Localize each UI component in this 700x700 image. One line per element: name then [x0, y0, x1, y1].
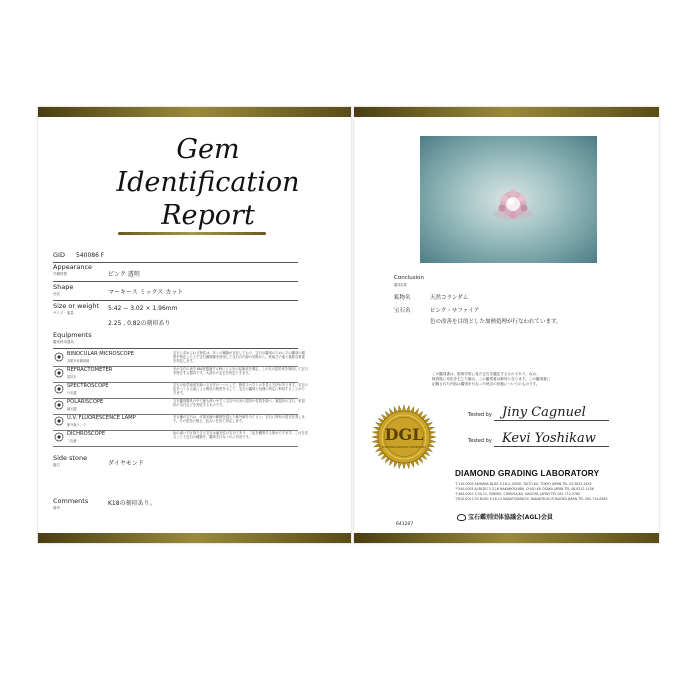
bottom-gold-bar [38, 533, 351, 543]
seal-monogram: DGL [384, 425, 424, 444]
top-gold-bar [354, 107, 659, 117]
equipment-row [53, 350, 305, 367]
signature-2: Kevi Yoshikaw [502, 431, 596, 446]
tested-by-label-2: Tested by [468, 438, 492, 444]
size-label: Size or weight [53, 302, 100, 310]
equipment-name-jp: 二色鏡 [67, 439, 77, 443]
title-underline [118, 232, 266, 235]
size-value: 5.42 − 3.02 × 1.96mm [108, 305, 178, 312]
divider [53, 281, 298, 282]
equipment-icon [54, 384, 64, 394]
report-title [108, 133, 308, 232]
association-text: 宝石鑑別団体協議会(AGL)会員 [468, 514, 553, 521]
equipment-icon [54, 352, 64, 362]
equipment-name-jp: 紫外線ランプ [67, 423, 87, 427]
address-1: 〒110-0005 AKIHABA BLDG 5-18-2, UENO, TAITO-KU, TOKYO JAPAN TEL 03-3832-2432 [455, 482, 592, 486]
equipments-sub: 鑑別使用器具 [53, 340, 74, 344]
ring-image [420, 136, 597, 263]
comments-sub: 備考 [53, 506, 60, 510]
address-2: 〒540-0001 AJ BLDG 3-3-16 NAKAMOCHIBA, CHUO-KU OSAKA JAPAN TEL 06-6212-1436 [455, 487, 594, 491]
side-stone-label: Side stone [53, 454, 88, 462]
title-line-2: Identification [116, 167, 300, 198]
right-page [354, 107, 659, 543]
gem-value: ピンク・サファイア [430, 308, 480, 314]
comments-value: K18の刻印あり。 [108, 500, 156, 507]
tested-by-label-1: Tested by [468, 412, 492, 418]
gid-label: GID [53, 251, 65, 259]
lab-name: DIAMOND GRADING LABORATORY [455, 469, 600, 478]
equipment-icon [54, 368, 64, 378]
equipment-name-jp: 双眼実体顕微鏡 [67, 359, 90, 363]
disclaimer-line-2: 検査後に変化を生じた場合、この鑑別書は無効となります。この鑑別書に [432, 377, 551, 381]
gid-value: 540086 F [76, 252, 105, 259]
equipment-row [53, 430, 308, 447]
shape-label: Shape [53, 283, 74, 291]
appearance-label: Appearance [53, 263, 93, 271]
equipment-row [53, 382, 308, 399]
equipment-name-jp: 分光器 [67, 391, 77, 395]
equipment-name-jp: 偏光器 [67, 407, 77, 411]
mineral-label: 鉱物名 [394, 295, 411, 301]
mineral-value: 天然コランダム [430, 295, 469, 301]
top-gold-bar [38, 107, 351, 117]
equipment-name-jp: 屈折計 [67, 375, 77, 379]
title-line-3: Report [161, 200, 255, 231]
gem-label: 宝石名 [394, 308, 411, 314]
equipment-name: BINOCULAR MICROSCOPE [67, 351, 135, 357]
conclusion-sub: 鑑別結果 [394, 283, 407, 287]
equipment-row [53, 414, 305, 431]
disclaimer-line-1: この鑑別書は、鉱物学的に見た宝石を鑑定するものであり、なお、 [432, 372, 540, 376]
title-line-1: Gem [176, 134, 240, 165]
certificate-number: 641207 [396, 522, 414, 527]
equipment-icon [54, 416, 64, 426]
bottom-gold-bar [354, 533, 659, 543]
equipment-icon [54, 432, 64, 442]
address-4: 〒810-0011 SS BLDG 3-16-14 NANATSUMACHI, NAKAKTA-KU FUKUOKA JAPAN TEL 092-714-6385 [455, 497, 608, 501]
equipment-row [53, 398, 305, 415]
equipments-table [53, 348, 298, 349]
dgl-gold-seal [371, 404, 437, 470]
side-stone-sub: 脇石 [53, 463, 60, 467]
seal-icon [371, 404, 437, 470]
equipment-name: REFRACTOMETER [67, 367, 113, 373]
disclaimer-line-3: 記載された内容は鑑別を行なった時点の状態についてのものです。 [432, 382, 540, 386]
equipment-description: 宝石鑑別器具の中で最も使いやすく宝石中の光の屈折の性質を調べ、複屈折の宝石、単屈折の宝石などを判定するものです。 [173, 399, 305, 407]
equipment-description: 色の違いで区別できる宝石は偏光性の宝石であり、二色を観察する事ができます。これを見ることで宝石の種類を、鑑別を行なうのに有効です。 [173, 431, 308, 439]
agl-association [457, 512, 553, 521]
signature-line-2 [494, 446, 609, 447]
shape-sub: 形状 [53, 292, 60, 296]
size-value-2: 2.25 , 0.82の刻印あり [108, 320, 171, 327]
equipment-description: ある種の宝石は、可視光線の範囲を超えた紫外線を当てると、宝石に特有の蛍光を発します。その蛍光の強さ、色合いを見て判定します。 [173, 415, 305, 423]
equipment-name: SPECTROSCOPE [67, 383, 109, 389]
agl-logo-icon [457, 514, 466, 521]
left-page [38, 107, 351, 543]
equipment-description: 宝石に求められる特性は、多くの種類が存在しており、宝石の鑑別のためにその構造の観察を特定した上で宝石顕微鏡を使用して宝石の内部の状態から、産地その他と重要な要素を判定します。 [173, 351, 305, 363]
conclusion-label: Conclusion [394, 275, 424, 281]
appearance-sub: 外観特徴 [53, 272, 67, 276]
equipments-label: Equipments [53, 331, 92, 339]
signature-1: Jiny Cagnuel [502, 405, 586, 420]
address-3: 〒464-0001 3-30-12, ISHIKKE, CHIKUSA-KU, NAGOYA, JAPAN TEL 052-712-0780 [455, 492, 581, 496]
equipment-name: POLARISCOPE [67, 399, 104, 405]
equipment-name: U.V. FLUORESCENCE LAMP [67, 415, 136, 421]
appearance-value: ピンク 透明 [108, 271, 140, 278]
comments-label: Comments [53, 497, 89, 505]
equipment-description: 光が宝石の表を180度通過する時に入る光の屈曲率を測定、この光の屈折率を利用して宝石を特定する器具です。大部分の宝石を判定できます。 [173, 367, 308, 375]
size-sub: サイズ・重量 [53, 311, 74, 315]
equipment-description: 宝石の化学組成を調べる方法の一つとして、吸収スペクトルを見る方法があります。宝石の色をつくる元素による吸収の程度を示して、宝石の鑑別と処理の判定に利用することができます。 [173, 383, 308, 395]
shape-value: マーキース ミックス カット [108, 289, 184, 296]
side-stone-value: ダイヤモンド [108, 460, 144, 467]
divider [53, 300, 298, 301]
equipment-row [53, 366, 308, 383]
treatment-note: 色の改善を目的とした加熱処理が行なわれています。 [430, 319, 562, 325]
equipment-name: DICHROSCOPE [67, 431, 106, 437]
signature-line-1 [494, 420, 609, 421]
seal-subtext: DIAMOND GRADING LABORATORY [382, 446, 426, 449]
gem-photo [420, 136, 597, 263]
equipment-icon [54, 400, 64, 410]
